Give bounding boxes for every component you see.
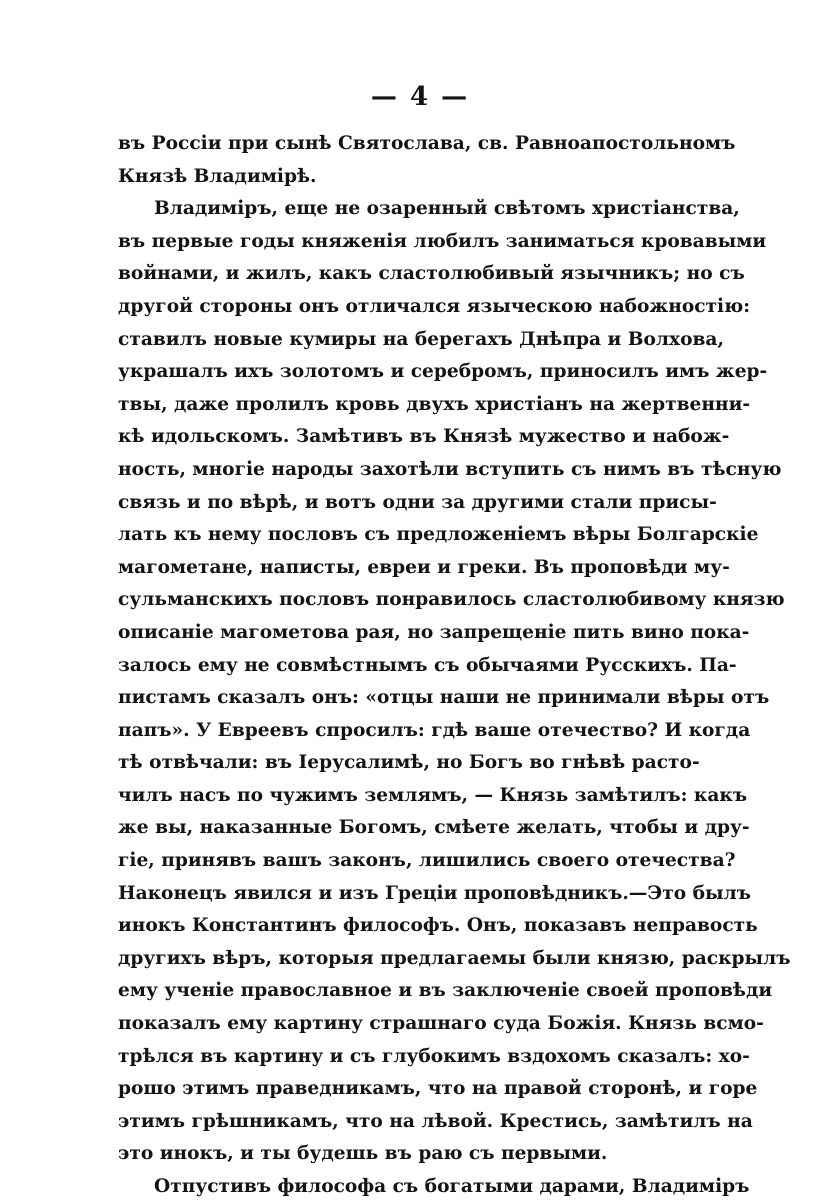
text-line: ставилъ новые кумиры на берегахъ Днѣпра и Волхова, [118, 328, 724, 350]
text-line: гіе, принявъ вашъ законъ, лишились своего отечества? [118, 850, 736, 872]
text-line: Владиміръ, еще не озаренный свѣтомъ христіанства, [154, 198, 740, 220]
text-line: лать къ нему пословъ съ предложеніемъ вѣры Болгарскіе [118, 524, 759, 546]
text-line: кѣ идольскомъ. Замѣтивъ въ Князѣ мужество и набож- [118, 426, 730, 448]
text-line: другой стороны онъ отличался языческою набожностію: [118, 295, 751, 317]
text-line: описаніе магометова рая, но запрещеніе пить вино пока- [118, 621, 750, 643]
body-text [118, 128, 791, 1204]
text-line: этимъ грѣшникамъ, что на лѣвой. Крестись, замѣтилъ на [118, 1110, 753, 1132]
text-line: Наконецъ явился и изъ Греціи проповѣдникъ.—Это былъ [118, 882, 752, 904]
text-line: магометане, написты, евреи и греки. Въ проповѣди му- [118, 556, 730, 578]
text-line: другихъ вѣръ, которыя предлагаемы были князю, раскрылъ [118, 947, 791, 969]
text-line: трѣлся въ картину и съ глубокимъ вздохомъ сказалъ: хо- [118, 1045, 750, 1067]
text-line: ему ученіе православное и въ заключеніе своей проповѣди [118, 980, 773, 1002]
text-line: рошо этимъ праведникамъ, что на правой сторонѣ, и горе [118, 1078, 758, 1100]
text-line: чилъ насъ по чужимъ землямъ, — Князь замѣтилъ: какъ [118, 784, 748, 806]
text-line: въ Россіи при сынѣ Святослава, св. Равноапостольномъ [118, 133, 736, 154]
text-line: украшалъ ихъ золотомъ и серебромъ, приносилъ имъ жер- [118, 361, 768, 383]
text-line: твы, даже пролилъ кровь двухъ христіанъ на жертвенни- [118, 393, 751, 415]
text-line: войнами, и жилъ, какъ сластолюбивый язычникъ; но съ [118, 263, 745, 285]
text-line: же вы, наказанные Богомъ, смѣете желать, чтобы и дру- [118, 817, 750, 839]
text-line: тѣ отвѣчали: въ Іерусалимѣ, но Богъ во гнѣвѣ расто- [118, 752, 700, 774]
text-line: показалъ ему картину страшнаго суда Божія. Князь всмо- [118, 1013, 764, 1035]
text-line: въ первые годы княженія любилъ заниматься кровавыми [118, 230, 767, 252]
text-line: Отпустивъ философа съ богатыми дарами, Владиміръ [154, 1176, 750, 1197]
text-line: папъ». У Евреевъ спросилъ: гдѣ ваше отечество? И когда [118, 719, 751, 741]
text-line: связь и по вѣрѣ, и вотъ одни за другими стали присы- [118, 491, 717, 513]
text-line: ность, многіе народы захотѣли вступить съ нимъ въ тѣсную [118, 458, 782, 480]
text-line: инокъ Константинъ философъ. Онъ, показавъ неправость [118, 915, 758, 937]
text-line: залось ему не совмѣстнымъ съ обычаями Русскихъ. Па- [118, 654, 737, 676]
text-line: Князѣ Владимірѣ. [118, 165, 317, 187]
page-number: — 4 — [370, 82, 470, 112]
text-line: сульманскихъ пословъ понравилось сластолюбивому князю [118, 589, 785, 611]
text-line: пистамъ сказалъ онъ: «отцы наши не принимали вѣры отъ [118, 687, 770, 709]
text-line: это инокъ, и ты будешь въ раю съ первыми. [118, 1143, 608, 1165]
